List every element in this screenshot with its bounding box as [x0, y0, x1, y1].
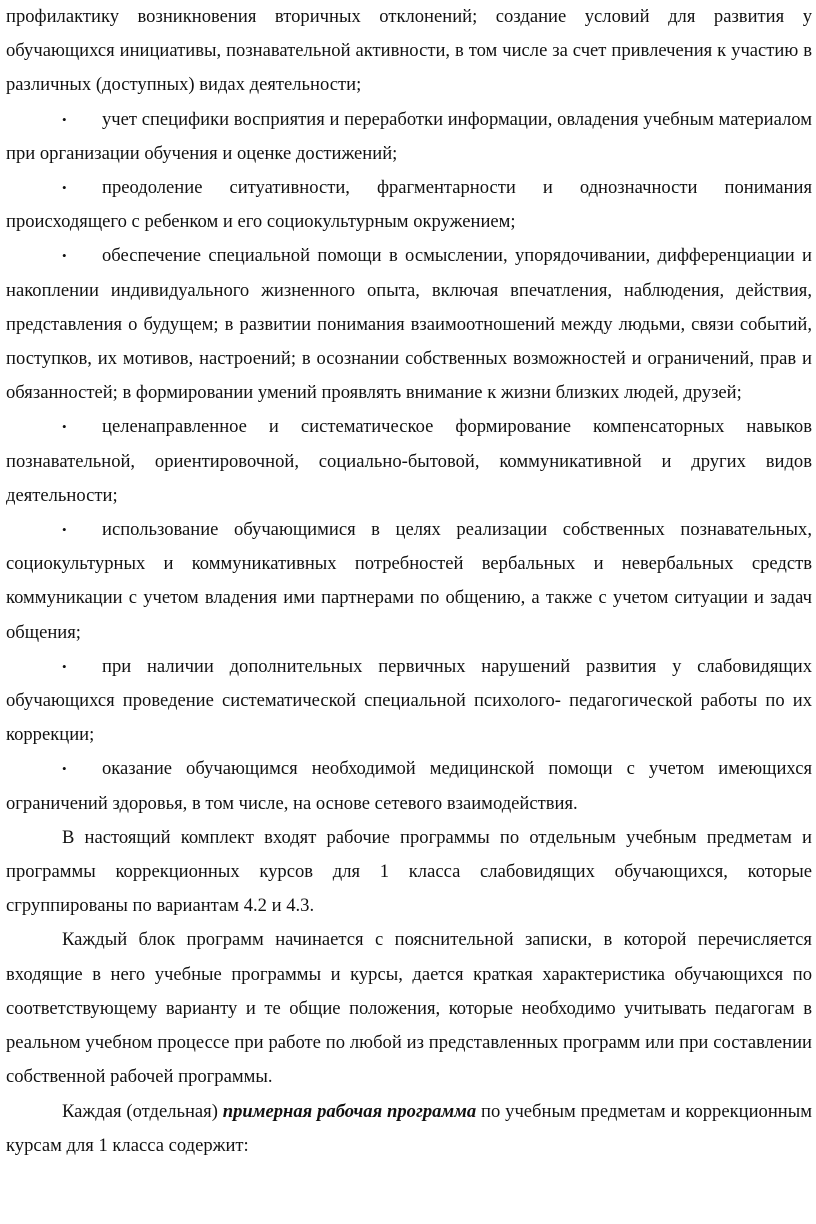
bullet-item-special-help [6, 239, 812, 410]
bullet-icon: • [62, 419, 67, 435]
paragraph-program-blocks: Каждый блок программ начинается с пояснительной записки, в которой перечисляется входящие в него учебные программы и курсы, дается краткая характеристика обучающихся по соответствующему варианту и те общие положения, которые необходимо учитывать педагогам в реальном учебном процессе при работе по любой из представленных программ или при составлении собственной рабочей программы. [6, 929, 812, 1088]
paragraph-text-after: по учебным предметам и коррекционным курсам для 1 класса содержит: [6, 1100, 812, 1156]
bullet-item-medical-help [6, 752, 812, 820]
bullet-icon: • [62, 180, 67, 196]
document-page [6, 0, 812, 1163]
bullet-item-compensatory-skills [6, 410, 812, 513]
emphasized-term: примерная рабочая программа [222, 1100, 477, 1122]
paragraph-program-set: В настоящий комплект входят рабочие программы по отдельным учебным предметам и программы коррекционных курсов для 1 класса слабовидящих обучающихся, которые сгруппированы по вариантам 4.2 и 4.3. [6, 826, 812, 917]
bullet-text: преодоление ситуативности, фрагментарности и однозначности понимания происходящего с ребенком и его социокультурным окружением; [6, 177, 812, 233]
bullet-icon: • [62, 658, 67, 674]
paragraph-program-contents [6, 1095, 812, 1163]
bullet-text: обеспечение специальной помощи в осмыслении, упорядочивании, дифференциации и накоплении индивидуального жизненного опыта, включая впечатления, наблюдения, действия, представления о будущем; в развитии понимания взаимоотношений между людьми, связи событий, поступков, их мотивов, настроений; в осознании собственных возможностей и ограничений, прав и обязанностей; в формировании умений проявлять внимание к жизни близких людей, друзей; [6, 245, 812, 404]
bullet-text: учет специфики восприятия и переработки информации, овладения учебным материалом при организации обучения и оценке достижений; [6, 108, 812, 164]
bullet-icon: • [62, 248, 67, 264]
paragraph-text-before: Каждая (отдельная) [62, 1100, 223, 1122]
bullet-item-situational [6, 171, 812, 239]
bullet-text: использование обучающимися в целях реализации собственных познавательных, социокультурных и коммуникативных потребностей вербальных и невербальных средств коммуникации с учетом владения ими партнерами по общению, а также с учетом ситуации и задач общения; [6, 519, 812, 643]
bullet-icon: • [62, 111, 67, 127]
bullet-icon: • [62, 522, 67, 538]
bullet-text: при наличии дополнительных первичных нарушений развития у слабовидящих обучающихся проведение систематической специальной психолого- педагогической работы по их коррекции; [6, 655, 812, 746]
bullet-item-perception [6, 103, 812, 171]
bullet-item-communication [6, 513, 812, 650]
bullet-text: целенаправленное и систематическое формирование компенсаторных навыков познавательной, ориентировочной, социально-бытовой, коммуникативной и других видов деятельности; [6, 416, 812, 506]
bullet-text: оказание обучающимся необходимой медицинской помощи с учетом имеющихся ограничений здоровья, в том числе, на основе сетевого взаимодействия. [6, 758, 812, 814]
paragraph-continuation: профилактику возникновения вторичных отклонений; создание условий для развития у обучающихся инициативы, познавательной активности, в том числе за счет привлечения к участию в различных (доступных) видах деятельности; [6, 6, 812, 96]
bullet-icon: • [62, 761, 67, 777]
bullet-item-additional-disorders [6, 650, 812, 753]
